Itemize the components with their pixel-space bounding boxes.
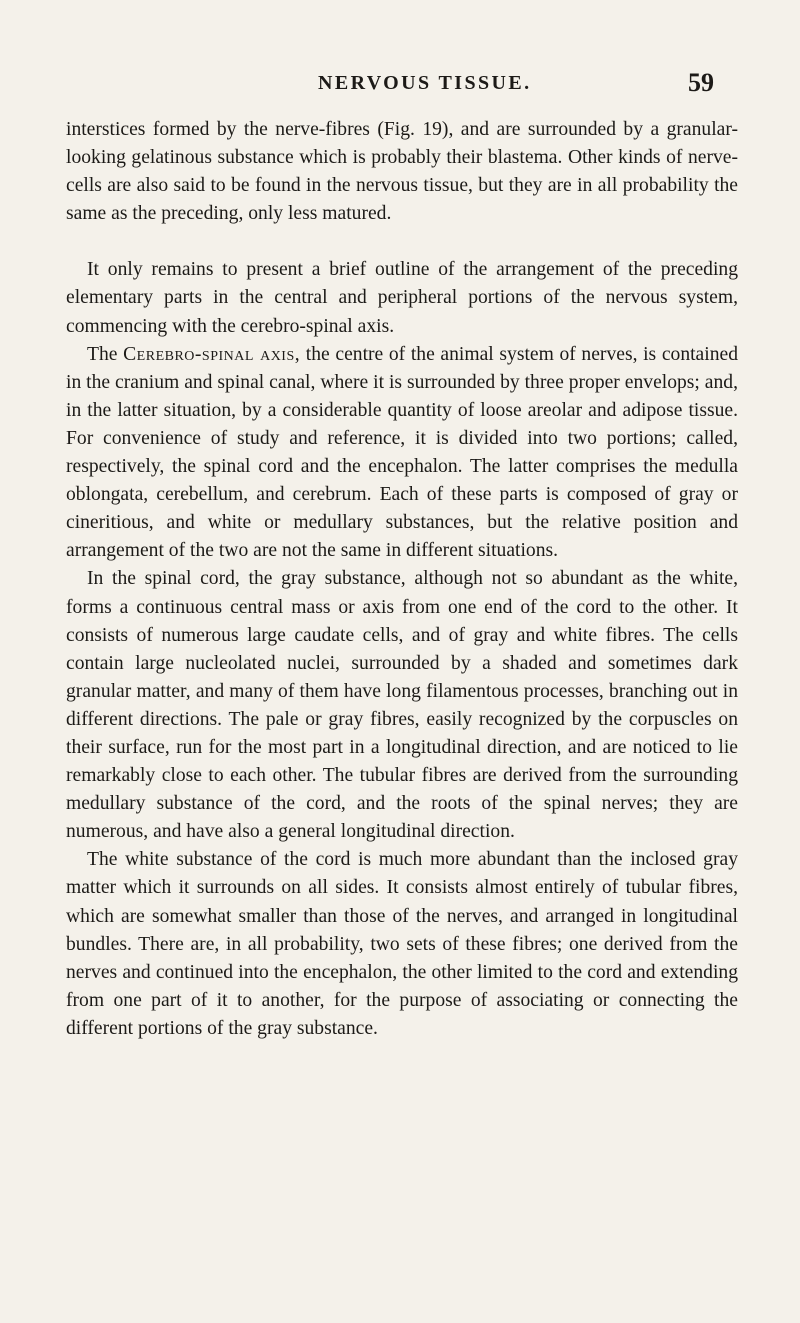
paragraph-3-lead-prefix: The: [87, 343, 124, 365]
section-lead-term: Cerebro-spinal axis,: [123, 343, 301, 365]
paragraph-4: In the spinal cord, the gray substance, although not so abundant as the white, forms a continuous central mass or axis from one end of the cord to the other. It consists of numerous large caudate cells, and of gray and white fibres. The cells contain large nucleolated nuclei, surrounded by a shaded and sometimes dark granular matter, and many of them have long filamentous processes, branching out in different directions. The pale or gray fibres, easily recognized by the corpuscles on their surface, run for the most part in a longitudinal direction, and are noticed to lie remarkably close to each other. The tubular fibres are derived from the surrounding medullary substance of the cord, and the roots of the spinal nerves; they are numerous, and have also a general longitudinal direction.: [66, 568, 738, 843]
paragraph-3: [66, 341, 738, 566]
paragraph-5: The white substance of the cord is much more abundant than the inclosed gray matter which it surrounds on all sides. It consists almost entirely of tubular fibres, which are somewhat smaller than those of the nerves, and arranged in longitudinal bundles. There are, in all probability, two sets of these fibres; one derived from the nerves and continued into the encephalon, the other limited to the cord and extending from one part of it to another, for the purpose of associating or connecting the different portions of the gray substance.: [66, 849, 738, 1039]
paragraph-3-text: the centre of the animal system of nerves, is contained in the cranium and spinal canal, where it is surrounded by three proper envelops; and, in the latter situation, by a considerable quantity of loose areolar and adipose tissue. For convenience of study and reference, it is divided into two portions; called, respectively, the spinal cord and the encephalon. The latter comprises the medulla oblongata, cerebellum, and cerebrum. Each of these parts is composed of gray or cineritious, and white or medullary substances, but the relative position and arrangement of the two are not the same in different situations.: [66, 343, 738, 562]
paragraph-2: It only remains to present a brief outline of the arrangement of the preceding elementary parts in the central and peripheral portions of the nervous system, commencing with the cerebro-spinal axis.: [66, 259, 738, 337]
body-text: [66, 116, 738, 1043]
page-number: 59: [688, 68, 714, 97]
running-title: NERVOUS TISSUE.: [318, 72, 532, 94]
paragraph-1: interstices formed by the nerve-fibres (Fig. 19), and are surrounded by a granular-looking gelatinous substance which is probably their blastema. Other kinds of nerve-cells are also said to be found in the nervous tissue, but they are in all probability the same as the preceding, only less matured.: [66, 119, 738, 225]
running-head: [0, 70, 800, 110]
